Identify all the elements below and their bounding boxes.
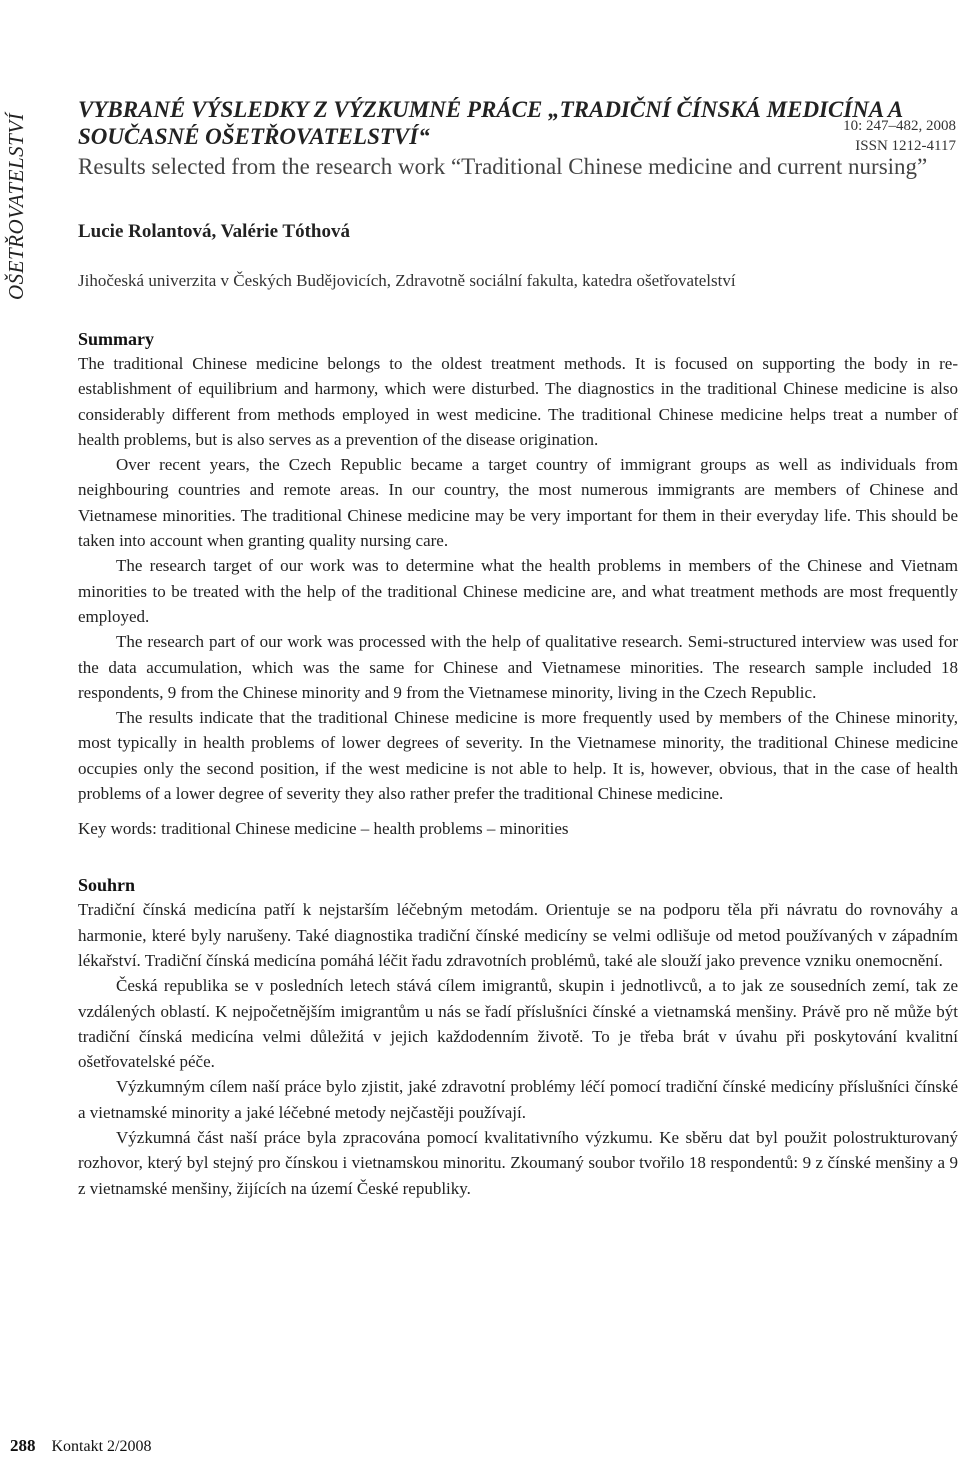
- summary-paragraph: The traditional Chinese medicine belongs to the oldest treatment methods. It is focused on supporting the body in re-establishment of equilibrium and harmony, which were disturbed. The diagnostics in the traditional Chinese medicine is also considerably different from methods employed in west medicine. The traditional Chinese medicine helps treat a number of health problems, but is also serves as a prevention of the disease origination.: [78, 354, 958, 449]
- summary-heading: Summary: [78, 329, 154, 349]
- keywords: Key words: traditional Chinese medicine – health problems – minorities: [78, 819, 569, 839]
- page-footer: [10, 1436, 152, 1456]
- authors: Lucie Rolantová, Valérie Tóthová: [78, 221, 350, 242]
- issue-info: 10: 247–482, 2008: [843, 118, 956, 134]
- journal-section-label: OŠETŘOVATELSTVÍ: [4, 112, 28, 300]
- issn: ISSN 1212-4117: [855, 138, 956, 154]
- summary-paragraph: The research part of our work was processed with the help of qualitative research. Semi-structured interview was used for the data accumulation, which was the same for Chinese and Vietnamese minorities. The research sample included 18 respondents, 9 from the Chinese minority and 9 from the Vietnamese minority, living in the Czech Republic.: [78, 632, 958, 702]
- summary-paragraph: The results indicate that the traditional Chinese medicine is more frequently used by members of the Chinese minority, most typically in health problems of lower degrees of severity. In the Vietnamese minority, the traditional Chinese medicine occupies only the second position, if the west medicine is not able to help. It is, however, obvious, that in the case of health problems of a lower degree of severity they also rather prefer the traditional Chinese medicine.: [78, 708, 958, 804]
- summary-section: [78, 327, 958, 841]
- page-number: 288: [10, 1436, 36, 1455]
- article: [78, 96, 958, 1201]
- summary-paragraph: Over recent years, the Czech Republic became a target country of immigrant groups as well as individuals from neighbouring countries and remote areas. In our country, the most numerous immigrants are members of Chinese and Vietnamese minorities. The traditional Chinese medicine may be very important for them in their everyday life. This should be taken into account when granting quality nursing care.: [78, 455, 958, 551]
- journal-issue: Kontakt 2/2008: [51, 1438, 152, 1455]
- souhrn-heading: Souhrn: [78, 875, 136, 896]
- affiliation: Jihočeská univerzita v Českých Budějovicích, Zdravotně sociální fakulta, katedra ošetřovatelství: [78, 271, 736, 290]
- souhrn-section: [78, 873, 958, 1201]
- souhrn-paragraph: Tradiční čínská medicína patří k nejstarším léčebným metodám. Orientuje se na podporu těla při návratu do rovnováhy a harmonie, které byly narušeny. Také diagnostika tradiční čínské medicíny se velmi odlišuje od metod používaných v západním lékařství. Tradiční čínská medicína pomáhá léčit řadu zdravotních problémů, také ale slouží jako prevence vzniku onemocnění.: [78, 900, 958, 970]
- summary-paragraph: The research target of our work was to determine what the health problems in members of the Chinese and Vietnam minorities to be treated with the help of the traditional Chinese medicine are, and what treatment methods are most frequently employed.: [78, 556, 958, 626]
- souhrn-paragraph: Výzkumná část naší práce byla zpracována pomocí kvalitativního výzkumu. Ke sběru dat byl použit polostrukturovaný rozhovor, který byl stejný pro čínskou i vietnamskou minoritu. Zkoumaný soubor tvořilo 18 respondentů: 9 z čínské menšiny a 9 z vietnamské menšiny, žijících na území České republiky.: [78, 1128, 958, 1198]
- article-title: VYBRANÉ VÝSLEDKY Z VÝZKUMNÉ PRÁCE „TRADIČNÍ ČÍNSKÁ MEDICÍNA A SOUČASNÉ OŠETŘOVATELSTVÍ“: [78, 97, 902, 149]
- souhrn-paragraph: Česká republika se v posledních letech stává cílem imigrantů, skupin i jednotlivců, a to jak ze sousedních zemí, tak ze vzdálených oblastí. K nejpočetnějším imigrantům u nás se řadí příslušníci čínské a vietnamská menšiny. Právě pro ně může být tradiční čínská medicína velmi důležitá v jejich každodenním životě. To je třeba brát v úvahu při poskytování kvalitní ošetřovatelské péče.: [78, 976, 958, 1072]
- souhrn-paragraph: Výzkumným cílem naší práce bylo zjistit, jaké zdravotní problémy léčí pomocí tradiční čínské medicíny příslušníci čínské a vietnamské minority a jaké léčebné metody nejčastěji používají.: [78, 1077, 958, 1122]
- article-subtitle: Results selected from the research work “Traditional Chinese medicine and current nursing”: [78, 154, 928, 179]
